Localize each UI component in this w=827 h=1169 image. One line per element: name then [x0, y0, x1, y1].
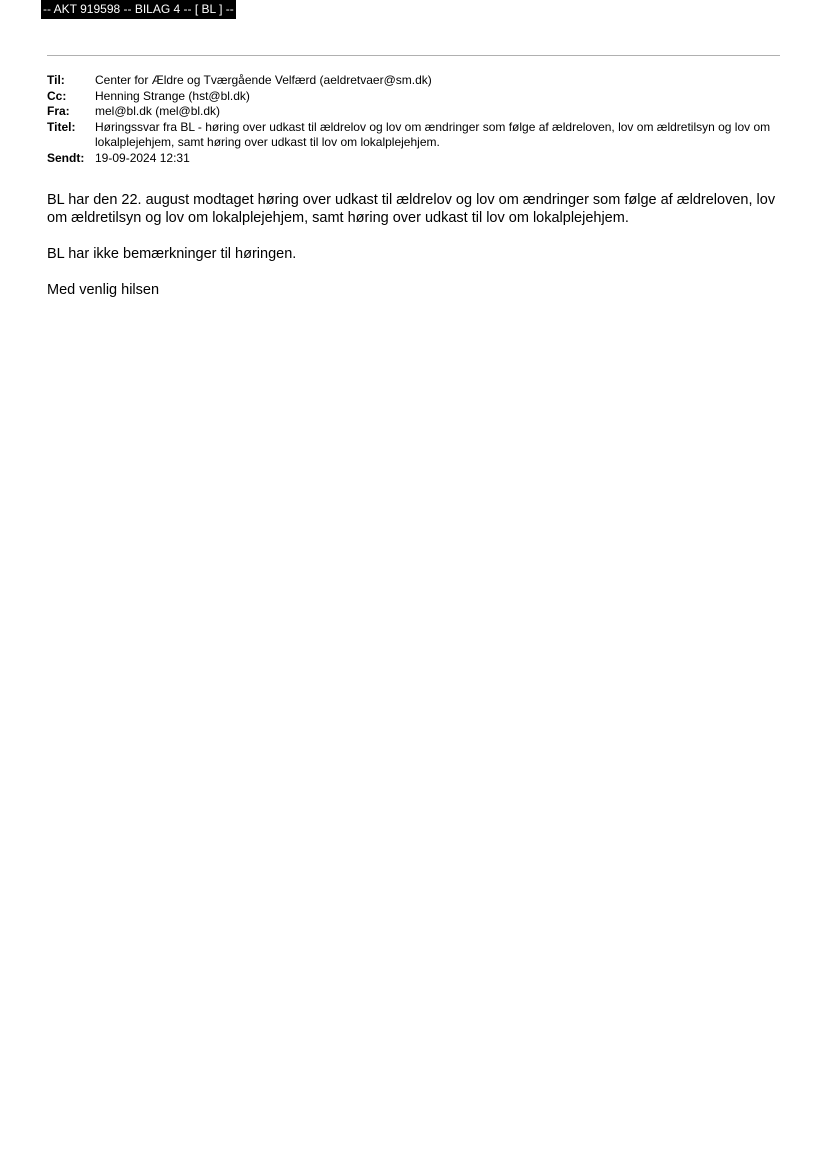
document-reference-label: -- AKT 919598 -- BILAG 4 -- [ BL ] --: [41, 0, 236, 19]
closing-text: Med venlig hilsen: [47, 282, 160, 298]
to-label: Til:: [47, 73, 65, 87]
cc-value: Henning Strange (hst@bl.dk): [95, 88, 250, 103]
email-headers: [47, 73, 780, 166]
body-paragraph-2: BL har ikke bemærkninger til høringen.: [47, 246, 297, 262]
cc-label: Cc:: [47, 88, 67, 103]
to-value: Center for Ældre og Tværgående Velfærd (aeldretvaer@sm.dk): [95, 73, 432, 87]
sent-value: 19-09-2024 12:31: [95, 150, 190, 165]
from-value: mel@bl.dk (mel@bl.dk): [95, 104, 221, 118]
subject-label: Titel:: [47, 119, 76, 134]
header-divider: [47, 55, 780, 56]
body-paragraph-1: BL har den 22. august modtaget høring over udkast til ældrelov og lov om ændringer som følge af ældreloven, lov om ældretilsyn og lov om lokalplejehjem, samt høring over udkast til lov om lokalplejehjem.: [47, 192, 776, 226]
from-label: Fra:: [47, 104, 70, 118]
email-body: [47, 191, 782, 317]
from-row: [47, 104, 780, 120]
sent-label: Sendt:: [47, 150, 85, 165]
subject-value: Høringssvar fra BL - høring over udkast til ældrelov og lov om ændringer som følge af ældreloven, lov om ældretilsyn og lov om lokalplejehjem, samt høring over udkast til lov om lokalplejehjem.: [95, 119, 771, 149]
cc-row: [47, 89, 780, 105]
sent-row: [47, 151, 780, 167]
subject-row: [47, 120, 780, 151]
to-row: [47, 73, 780, 89]
